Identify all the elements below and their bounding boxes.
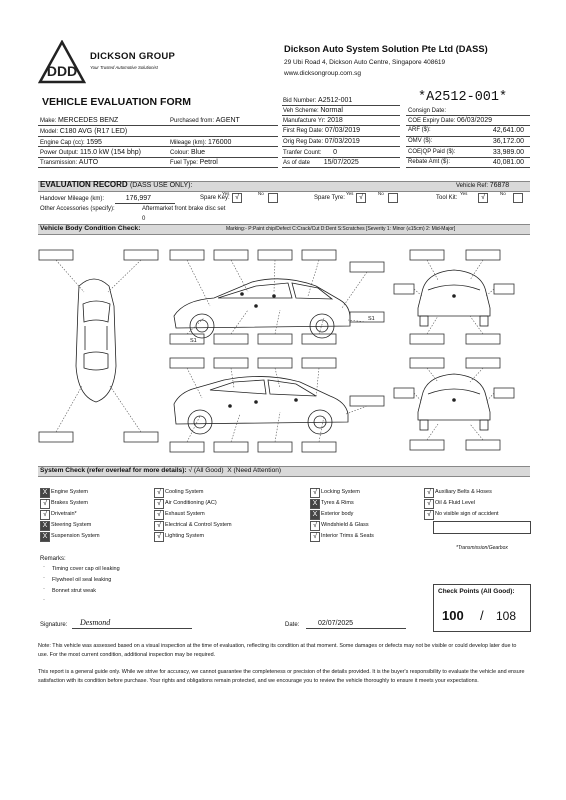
- system-check-label: Cooling System: [165, 489, 204, 495]
- rebate-field: Rebate Amt ($): 40,081.00: [408, 159, 524, 166]
- remark-bullet: ·: [43, 564, 45, 570]
- tool-kit-no-label: No: [500, 191, 506, 196]
- marker-boxes: [39, 250, 514, 452]
- accessories-count: 0: [142, 216, 146, 222]
- tool-kit-yes-checkbox[interactable]: √: [478, 193, 488, 203]
- logo-triangle-icon: [38, 40, 86, 84]
- company-logo: [38, 40, 86, 84]
- omv-field: OMV ($): 36,172.00: [408, 138, 524, 145]
- remarks-label: Remarks:: [40, 556, 66, 562]
- car-rear-view-icon: [418, 270, 490, 326]
- checkpoints-total: 108: [496, 609, 517, 623]
- transfer-field: Tranfer Count: 0: [283, 149, 338, 156]
- spare-key-no-checkbox[interactable]: [268, 193, 278, 203]
- system-check-mark[interactable]: X: [40, 488, 50, 498]
- spare-tyre-no-checkbox[interactable]: [388, 193, 398, 203]
- remark-item: Flywheel oil seal leaking: [52, 577, 112, 583]
- coe-expiry-field: COE Expiry Date: 06/03/2029: [408, 117, 493, 124]
- checkpoints-good: 100: [442, 608, 464, 623]
- spare-key-no-label: No: [258, 191, 264, 196]
- system-check-label: Lighting System: [165, 533, 205, 539]
- power-field: Power Output: 115.0 kW (154 bhp): [40, 149, 141, 156]
- system-check-mark[interactable]: √: [154, 532, 164, 542]
- tool-kit-no-checkbox[interactable]: [513, 193, 523, 203]
- system-check-mark[interactable]: √: [154, 488, 164, 498]
- system-check-label: Exhaust System: [165, 511, 205, 517]
- system-check-label: Locking System: [321, 489, 360, 495]
- body-check-heading: Vehicle Body Condition Check:: [40, 225, 141, 232]
- colour-field: Colour: Blue: [170, 149, 206, 156]
- accessories-label: Other Accessories (specify):: [40, 206, 115, 212]
- date-label: Date:: [285, 622, 300, 628]
- evaluation-heading: EVALUATION RECORD (DASS USE ONLY):: [40, 180, 193, 189]
- car-front-view-icon: [418, 374, 490, 430]
- system-check-mark[interactable]: X: [310, 499, 320, 509]
- veh-scheme-field: Veh Scheme: Normal: [283, 107, 343, 114]
- company-website: www.dicksongroup.com.sg: [284, 70, 361, 77]
- remark-item: Bonnet strut weak: [52, 588, 97, 594]
- date-value: 02/07/2025: [318, 620, 354, 627]
- coe-qp-field: COE|QP Paid ($): 33,989.00: [408, 149, 524, 156]
- mileage-field: Mileage (km): 176000: [170, 139, 232, 146]
- accident-box: [433, 521, 531, 534]
- spare-key-label: Spare Key:: [200, 195, 230, 201]
- company-name: Dickson Auto System Solution Pte Ltd (DASS): [284, 44, 488, 54]
- system-check-label: Drivetrain*: [51, 511, 77, 517]
- car-top-view-icon: [76, 279, 116, 402]
- bid-number-stamp: *A2512-001*: [418, 90, 508, 105]
- system-check-heading: System Check (refer overleaf for more details): √ (All Good) X (Need Attention): [40, 467, 282, 474]
- consign-date-field: Consign Date:: [408, 108, 447, 114]
- tool-kit-label: Tool Kit:: [436, 195, 458, 201]
- car-side-view-upper-icon: [174, 279, 350, 338]
- system-check-mark[interactable]: √: [310, 521, 320, 531]
- fuel-field: Fuel Type: Petrol: [170, 159, 218, 166]
- model-field: Model: C180 AVG (R17 LED): [40, 128, 128, 135]
- system-check-mark[interactable]: X: [310, 510, 320, 520]
- system-check-label: Engine System: [51, 489, 88, 495]
- checkpoints-slash: /: [480, 608, 484, 623]
- vehicle-ref-field: Vehicle Ref: 76878: [456, 182, 510, 189]
- form-title: VEHICLE EVALUATION FORM: [42, 96, 191, 108]
- checkpoints-label: Check Points (All Good):: [438, 588, 515, 595]
- checkpoints-box: [433, 584, 531, 632]
- system-check-mark[interactable]: √: [154, 510, 164, 520]
- car-side-view-lower-icon: [174, 376, 348, 434]
- damage-mark-label: S1: [368, 316, 375, 322]
- system-check-mark[interactable]: √: [40, 499, 50, 509]
- system-check-label: Exterior body: [321, 511, 354, 517]
- system-check-label: Electrical & Control System: [165, 522, 232, 528]
- signature-label: Signature:: [40, 622, 68, 628]
- make-field: Make: MERCEDES BENZ: [40, 117, 119, 124]
- tool-kit-yes-label: Yes: [460, 191, 468, 196]
- orig-reg-field: Orig Reg Date: 07/03/2019: [283, 138, 360, 145]
- spare-tyre-no-label: No: [378, 191, 384, 196]
- first-reg-field: First Reg Date: 07/03/2019: [283, 127, 361, 134]
- spare-tyre-yes-label: Yes: [346, 191, 354, 196]
- accessories-value: Aftermarket front brake disc set: [142, 206, 226, 212]
- system-check-mark[interactable]: √: [154, 499, 164, 509]
- system-check-mark[interactable]: √: [40, 510, 50, 520]
- system-check-mark[interactable]: √: [424, 499, 434, 509]
- system-check-mark[interactable]: √: [424, 488, 434, 498]
- note-assessment: Note: This vehicle was assessed based on a visual inspection at the time of evaluation, reflecting its condition at that moment. Some damages or defects may not be visible or could develop later due to use. For the most current condition, additional inspection may be required.: [38, 643, 517, 658]
- system-check-label: Tyres & Rims: [321, 500, 354, 506]
- system-check-label: Suspension System: [51, 533, 100, 539]
- system-check-mark[interactable]: X: [40, 532, 50, 542]
- remark-bullet: ·: [43, 575, 45, 581]
- system-check-label: Auxiliary Belts & Hoses: [435, 489, 492, 495]
- signature-value: Desmond: [80, 618, 111, 627]
- system-check-label: Windshield & Glass: [321, 522, 369, 528]
- note-disclaimer: This report is a general guide only. While we strive for accuracy, we cannot guarantee the completeness or precision of the details provided. It is the buyer's responsibility to evaluate the vehicle and ensure satisfaction with its condition before purchase. Your rights and obligations remain protected, and we encourage you to review the vehicle thoroughly to ensure it meets your expectations.: [38, 669, 525, 684]
- spare-key-yes-label: Yes: [222, 191, 230, 196]
- spare-tyre-label: Spare Tyre:: [314, 195, 345, 201]
- remark-item: Timing cover cap oil leaking: [52, 566, 120, 572]
- remark-bullet: ·: [43, 586, 45, 592]
- spare-tyre-yes-checkbox[interactable]: √: [356, 193, 366, 203]
- transmission-field: Transmission: AUTO: [40, 159, 99, 166]
- spare-key-yes-checkbox[interactable]: √: [232, 193, 242, 203]
- bid-number-field: Bid Number: A2512-001: [283, 97, 353, 104]
- company-address: 29 Ubi Road 4, Dickson Auto Centre, Singapore 408619: [284, 59, 446, 66]
- logo-tagline: Your Trusted Automotive Solutionist: [90, 65, 158, 70]
- system-check-label: Interior Trims & Seats: [321, 533, 374, 539]
- system-check-label: Brakes System: [51, 500, 88, 506]
- body-check-legend: Marking:- P:Paint chip/Defect C:Crack/Cut D:Dent S:Scratches [Severity 1: Minor (≤15cm) 2: Mid-Major]: [226, 226, 456, 232]
- damage-mark-label: S1: [190, 338, 197, 344]
- system-check-mark[interactable]: X: [40, 521, 50, 531]
- logo-name: DICKSON GROUP: [90, 51, 176, 62]
- system-check-mark[interactable]: √: [310, 488, 320, 498]
- system-check-mark[interactable]: √: [424, 510, 434, 520]
- purchased-field: Purchased from: AGENT: [170, 117, 240, 124]
- remark-bullet: ·: [43, 597, 45, 603]
- system-check-label: No visible sign of accident: [435, 511, 499, 517]
- svg-text:DDD: DDD: [46, 63, 78, 79]
- as-of-field: As of date 15/07/2025: [283, 159, 359, 166]
- system-check-mark[interactable]: √: [310, 532, 320, 542]
- handover-mileage-field: Handover Mileage (km): 176,997: [40, 195, 152, 202]
- system-check-label: Oil & Fluid Level: [435, 500, 476, 506]
- engine-field: Engine Cap (cc): 1595: [40, 139, 102, 146]
- vehicle-body-diagram: [34, 236, 534, 464]
- system-check-label: Steering System: [51, 522, 92, 528]
- system-footnote: *Transmission/Gearbox: [456, 545, 508, 551]
- arf-field: ARF ($): 42,641.00: [408, 127, 524, 134]
- manufacture-field: Manufacture Yr: 2018: [283, 117, 343, 124]
- system-check-label: Air Conditioning (AC): [165, 500, 217, 506]
- system-check-mark[interactable]: √: [154, 521, 164, 531]
